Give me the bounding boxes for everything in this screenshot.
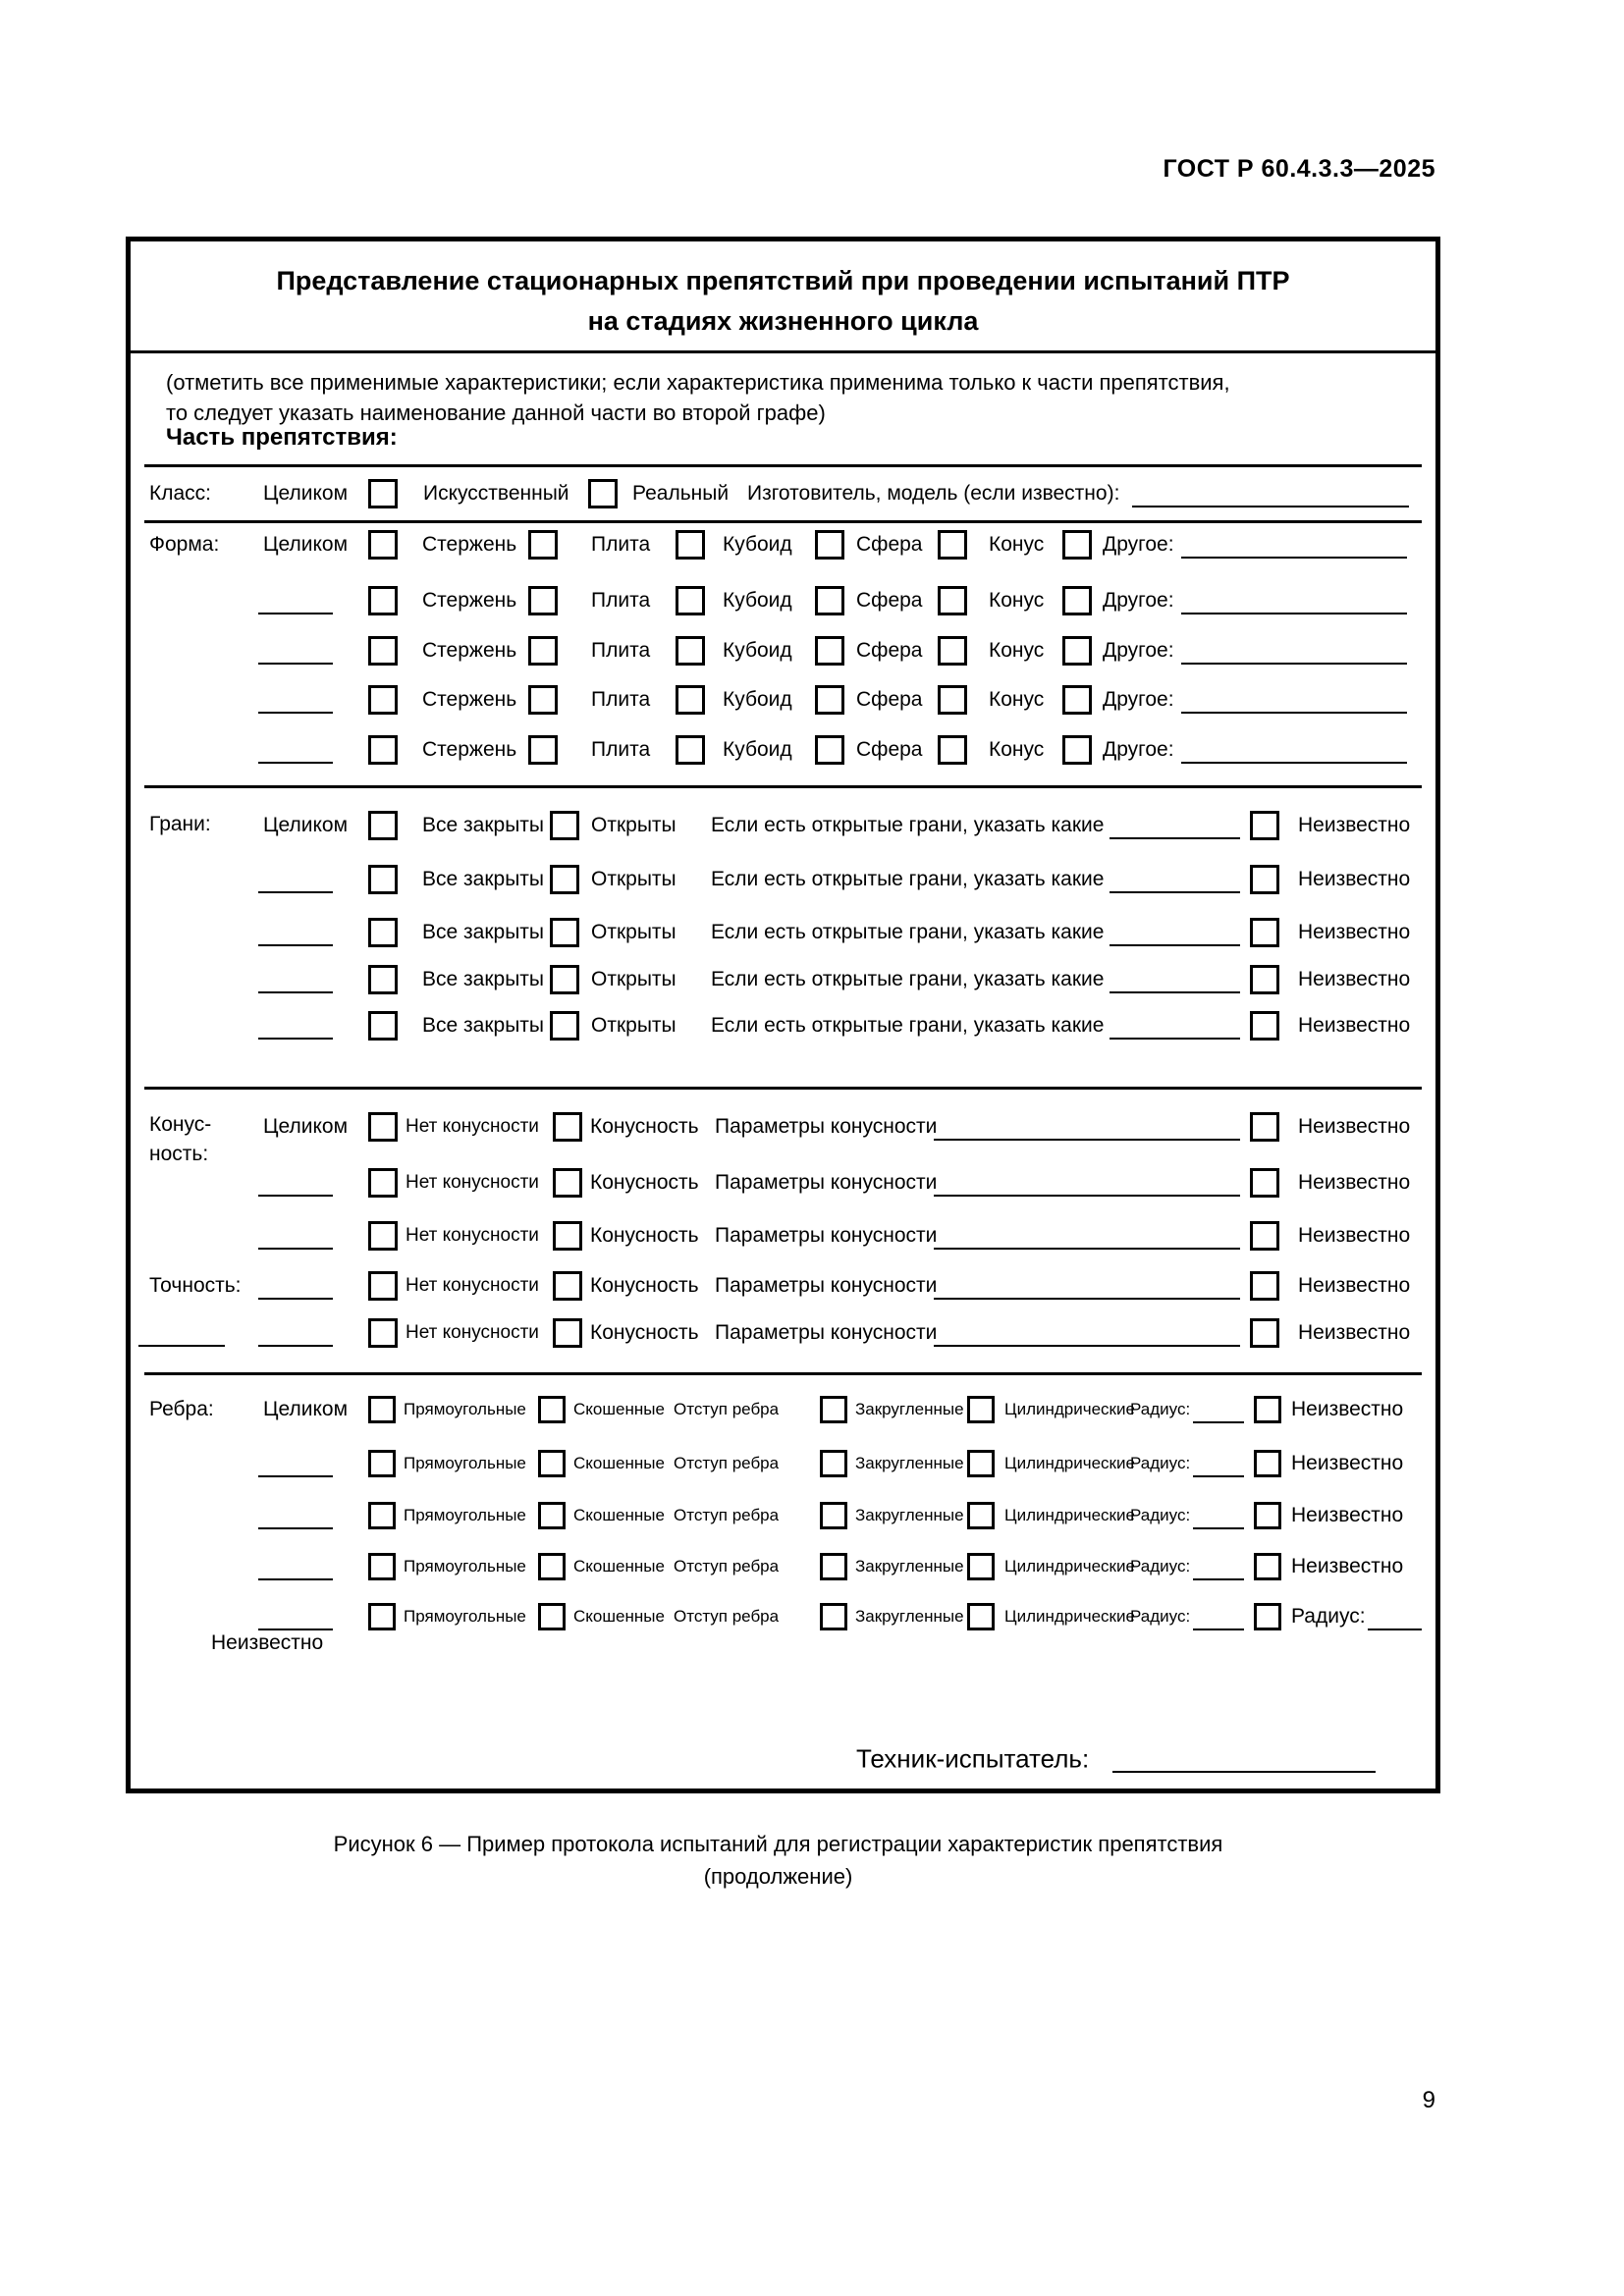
technician-row <box>131 1741 1435 1777</box>
label-unknown: Неизвестно <box>1298 1274 1411 1297</box>
part-name-field[interactable] <box>258 587 333 614</box>
checkbox-plate[interactable] <box>528 530 558 560</box>
label-cylindrical: Цилиндрические <box>1004 1506 1135 1524</box>
checkbox-rectangular[interactable] <box>368 1450 396 1477</box>
checkbox-rod[interactable] <box>368 530 398 560</box>
forma-row <box>131 733 1435 767</box>
checkbox-cone[interactable] <box>938 586 967 615</box>
part-name-field[interactable] <box>258 736 333 764</box>
part-name: Целиком <box>263 533 349 556</box>
label-other: Другое: <box>1103 533 1174 556</box>
label-plate: Плита <box>591 533 651 556</box>
label-beveled: Скошенные <box>573 1400 665 1418</box>
open-faces-field[interactable] <box>1110 812 1240 839</box>
label-radius-last: Радиус: <box>1291 1605 1366 1628</box>
checkbox-plate[interactable] <box>528 586 558 615</box>
grani-row <box>131 916 1435 949</box>
form-note <box>166 367 1230 428</box>
figure-caption <box>126 1828 1431 1893</box>
checkbox-unknown[interactable] <box>1250 865 1279 894</box>
radius-field[interactable] <box>1193 1502 1244 1529</box>
checkbox-open[interactable] <box>550 1011 579 1041</box>
label-wholly: Целиком <box>263 482 349 505</box>
label-taper-params: Параметры конусности <box>715 1115 938 1138</box>
checkbox-rectangular[interactable] <box>368 1553 396 1580</box>
label-cuboid: Кубоид <box>723 589 792 612</box>
checkbox-cylindrical[interactable] <box>967 1553 995 1580</box>
label-beveled: Скошенные <box>573 1557 665 1575</box>
label-beveled: Скошенные <box>573 1454 665 1472</box>
checkbox-rod[interactable] <box>368 636 398 666</box>
label-radius: Радиус: <box>1130 1400 1191 1418</box>
konusnost-row <box>131 1110 1435 1144</box>
other-field[interactable] <box>1181 637 1407 665</box>
label-open-faces-note: Если есть открытые грани, указать какие <box>711 868 1105 890</box>
checkbox-cone[interactable] <box>938 735 967 765</box>
checkbox-cylindrical[interactable] <box>967 1450 995 1477</box>
label-taper: Конусность <box>590 1115 699 1138</box>
checkbox-unknown[interactable] <box>1250 1112 1279 1142</box>
label-cone: Конус <box>989 589 1045 612</box>
checkbox-no-taper[interactable] <box>368 1318 398 1348</box>
checkbox-rounded[interactable] <box>820 1502 847 1529</box>
checkbox-artificial[interactable] <box>368 479 398 508</box>
checkbox-sphere[interactable] <box>815 636 844 666</box>
label-no-taper: Нет конусности <box>406 1225 539 1246</box>
part-name-field[interactable] <box>258 1169 333 1197</box>
label-rod: Стержень <box>422 639 517 662</box>
label-tochnost: Точность: <box>149 1274 242 1297</box>
form-note-line1: (отметить все применимые характеристики; если характеристика применима только к части препятствия, <box>166 370 1230 395</box>
label-cylindrical: Цилиндрические <box>1004 1454 1135 1472</box>
checkbox-all-closed[interactable] <box>368 1011 398 1041</box>
checkbox-cuboid[interactable] <box>676 586 705 615</box>
part-name: Целиком <box>263 1115 349 1138</box>
checkbox-no-taper[interactable] <box>368 1168 398 1198</box>
checkbox-other[interactable] <box>1062 636 1092 666</box>
rebra-row <box>131 1550 1435 1583</box>
open-faces-field[interactable] <box>1110 966 1240 993</box>
label-unknown: Неизвестно <box>1291 1398 1404 1420</box>
label-radius: Радиус: <box>1130 1607 1191 1626</box>
divider <box>144 520 1422 523</box>
label-edge-offset: Отступ ребра <box>674 1557 780 1575</box>
label-grani-section: Грани: <box>149 813 211 835</box>
open-faces-field[interactable] <box>1110 866 1240 893</box>
rebra-row <box>131 1393 1435 1426</box>
form-title-line2: на стадиях жизненного цикла <box>587 306 979 336</box>
label-radius: Радиус: <box>1130 1506 1191 1524</box>
checkbox-beveled[interactable] <box>538 1450 566 1477</box>
checkbox-cone[interactable] <box>938 685 967 715</box>
label-no-taper: Нет конусности <box>406 1116 539 1137</box>
technician-field[interactable] <box>1112 1745 1376 1773</box>
label-beveled: Скошенные <box>573 1506 665 1524</box>
checkbox-cylindrical[interactable] <box>967 1603 995 1630</box>
label-edge-offset: Отступ ребра <box>674 1454 780 1472</box>
label-unknown: Неизвестно <box>1298 1224 1411 1247</box>
label-cone: Конус <box>989 688 1045 711</box>
label-open: Открыты <box>591 1014 677 1037</box>
label-sphere: Сфера <box>856 688 923 711</box>
part-name-field[interactable] <box>258 637 333 665</box>
checkbox-cone[interactable] <box>938 530 967 560</box>
title-divider <box>131 350 1435 353</box>
taper-params-field[interactable] <box>934 1222 1240 1250</box>
label-rounded: Закругленные <box>855 1454 964 1472</box>
checkbox-cuboid[interactable] <box>676 530 705 560</box>
checkbox-sphere[interactable] <box>815 735 844 765</box>
label-cuboid: Кубоид <box>723 688 792 711</box>
taper-params-field[interactable] <box>934 1113 1240 1141</box>
checkbox-plate[interactable] <box>528 735 558 765</box>
label-unknown: Неизвестно <box>1291 1452 1404 1474</box>
label-no-taper: Нет конусности <box>406 1322 539 1343</box>
grani-row <box>131 809 1435 842</box>
label-all-closed: Все закрыты <box>422 921 545 943</box>
label-plate: Плита <box>591 639 651 662</box>
label-cuboid: Кубоид <box>723 533 792 556</box>
checkbox-sphere[interactable] <box>815 530 844 560</box>
checkbox-rod[interactable] <box>368 735 398 765</box>
checkbox-rounded[interactable] <box>820 1553 847 1580</box>
checkbox-other[interactable] <box>1062 586 1092 615</box>
checkbox-unknown[interactable] <box>1250 811 1279 840</box>
radius-field[interactable] <box>1193 1553 1244 1580</box>
label-taper: Конусность <box>590 1171 699 1194</box>
taper-params-field[interactable] <box>934 1169 1240 1197</box>
label-radius: Радиус: <box>1130 1557 1191 1575</box>
form-title <box>131 261 1435 342</box>
checkbox-open[interactable] <box>550 965 579 994</box>
other-field[interactable] <box>1181 531 1407 559</box>
label-other: Другое: <box>1103 639 1174 662</box>
checkbox-cylindrical[interactable] <box>967 1396 995 1423</box>
label-edge-offset: Отступ ребра <box>674 1607 780 1626</box>
part-name: Целиком <box>263 814 349 836</box>
checkbox-rectangular[interactable] <box>368 1502 396 1529</box>
divider <box>144 464 1422 467</box>
label-unknown: Неизвестно <box>1298 968 1411 990</box>
checkbox-unknown[interactable] <box>1254 1502 1281 1529</box>
checkbox-rod[interactable] <box>368 586 398 615</box>
checkbox-all-closed[interactable] <box>368 918 398 947</box>
konusnost-row <box>131 1166 1435 1200</box>
label-unknown: Неизвестно <box>1298 1115 1411 1138</box>
label-unknown: Неизвестно <box>1298 814 1411 836</box>
label-artificial: Искусственный <box>423 482 569 505</box>
part-name-field[interactable] <box>258 1603 333 1630</box>
label-rounded: Закругленные <box>855 1400 964 1418</box>
divider <box>144 1087 1422 1090</box>
label-unknown: Неизвестно <box>1298 868 1411 890</box>
checkbox-sphere[interactable] <box>815 586 844 615</box>
label-radius: Радиус: <box>1130 1454 1191 1472</box>
open-faces-field[interactable] <box>1110 919 1240 946</box>
other-field[interactable] <box>1181 686 1407 714</box>
radius-last-field[interactable] <box>1368 1603 1422 1630</box>
label-open: Открыты <box>591 868 677 890</box>
label-sphere: Сфера <box>856 639 923 662</box>
checkbox-no-taper[interactable] <box>368 1112 398 1142</box>
form-title-line1: Представление стационарных препятствий при проведении испытаний ПТР <box>276 266 1290 295</box>
label-rod: Стержень <box>422 589 517 612</box>
label-taper: Конусность <box>590 1274 699 1297</box>
checkbox-unknown[interactable] <box>1250 1011 1279 1041</box>
part-name-field[interactable] <box>258 1319 333 1347</box>
checkbox-unknown[interactable] <box>1254 1553 1281 1580</box>
label-rectangular: Прямоугольные <box>404 1607 526 1626</box>
label-unknown: Неизвестно <box>1298 1014 1411 1037</box>
label-other: Другое: <box>1103 738 1174 761</box>
checkbox-other[interactable] <box>1062 735 1092 765</box>
checkbox-taper[interactable] <box>553 1221 582 1251</box>
protocol-form-box <box>126 237 1440 1793</box>
checkbox-other[interactable] <box>1062 685 1092 715</box>
part-name-field[interactable] <box>258 1502 333 1529</box>
part-name-field[interactable] <box>258 686 333 714</box>
label-rectangular: Прямоугольные <box>404 1557 526 1575</box>
label-sphere: Сфера <box>856 589 923 612</box>
part-name-field[interactable] <box>258 866 333 893</box>
label-rectangular: Прямоугольные <box>404 1506 526 1524</box>
checkbox-all-closed[interactable] <box>368 811 398 840</box>
label-edge-offset: Отступ ребра <box>674 1400 780 1418</box>
label-plate: Плита <box>591 738 651 761</box>
checkbox-taper[interactable] <box>553 1318 582 1348</box>
label-unknown: Неизвестно <box>1298 921 1411 943</box>
label-all-closed: Все закрыты <box>422 968 545 990</box>
checkbox-taper[interactable] <box>553 1168 582 1198</box>
part-name-field[interactable] <box>258 966 333 993</box>
label-open: Открыты <box>591 921 677 943</box>
other-field[interactable] <box>1181 587 1407 614</box>
taper-params-field[interactable] <box>934 1272 1240 1300</box>
grani-row <box>131 1009 1435 1042</box>
part-name-field[interactable] <box>258 1553 333 1580</box>
part-heading: Часть препятствия: <box>166 424 398 451</box>
form-note-line2: то следует указать наименование данной части во второй графе) <box>166 400 826 425</box>
checkbox-open[interactable] <box>550 811 579 840</box>
checkbox-no-taper[interactable] <box>368 1271 398 1301</box>
open-faces-field[interactable] <box>1110 1012 1240 1040</box>
label-unknown: Неизвестно <box>1291 1555 1404 1577</box>
label-cuboid: Кубоид <box>723 639 792 662</box>
konusnost-row <box>131 1219 1435 1253</box>
checkbox-real[interactable] <box>588 479 618 508</box>
checkbox-rod[interactable] <box>368 685 398 715</box>
label-konusnost-line1: Конус- <box>149 1113 212 1136</box>
label-other: Другое: <box>1103 688 1174 711</box>
label-rectangular: Прямоугольные <box>404 1400 526 1418</box>
checkbox-beveled[interactable] <box>538 1603 566 1630</box>
rebra-row <box>131 1447 1435 1480</box>
label-rod: Стержень <box>422 738 517 761</box>
label-cone: Конус <box>989 533 1045 556</box>
checkbox-plate[interactable] <box>528 685 558 715</box>
part-name-field[interactable] <box>258 1012 333 1040</box>
forma-row <box>131 634 1435 667</box>
radius-field[interactable] <box>1193 1396 1244 1423</box>
label-rod: Стержень <box>422 688 517 711</box>
label-sphere: Сфера <box>856 738 923 761</box>
document-code: ГОСТ Р 60.4.3.3—2025 <box>1163 155 1435 183</box>
label-open-faces-note: Если есть открытые грани, указать какие <box>711 814 1105 836</box>
label-unknown: Неизвестно <box>1298 1171 1411 1194</box>
label-edge-offset: Отступ ребра <box>674 1506 780 1524</box>
checkbox-other[interactable] <box>1062 530 1092 560</box>
label-open-faces-note: Если есть открытые грани, указать какие <box>711 1014 1105 1037</box>
label-unknown: Неизвестно <box>1298 1321 1411 1344</box>
label-rounded: Закругленные <box>855 1506 964 1524</box>
label-taper: Конусность <box>590 1321 699 1344</box>
checkbox-unknown[interactable] <box>1250 1221 1279 1251</box>
label-cylindrical: Цилиндрические <box>1004 1557 1135 1575</box>
grani-row <box>131 863 1435 896</box>
label-sphere: Сфера <box>856 533 923 556</box>
label-cylindrical: Цилиндрические <box>1004 1607 1135 1626</box>
label-cuboid: Кубоид <box>723 738 792 761</box>
divider <box>144 1372 1422 1375</box>
checkbox-all-closed[interactable] <box>368 865 398 894</box>
label-all-closed: Все закрыты <box>422 868 545 890</box>
caption-line1: Рисунок 6 — Пример протокола испытаний для регистрации характеристик препятствия <box>333 1832 1223 1856</box>
forma-row <box>131 528 1435 561</box>
checkbox-taper[interactable] <box>553 1112 582 1142</box>
checkbox-all-closed[interactable] <box>368 965 398 994</box>
label-unknown-below: Неизвестно <box>211 1631 324 1654</box>
checkbox-unknown[interactable] <box>1250 965 1279 994</box>
label-open-faces-note: Если есть открытые грани, указать какие <box>711 921 1105 943</box>
part-name-field[interactable] <box>258 919 333 946</box>
label-open-faces-note: Если есть открытые грани, указать какие <box>711 968 1105 990</box>
forma-row <box>131 683 1435 717</box>
checkbox-unknown[interactable] <box>1250 1318 1279 1348</box>
label-technician: Техник-испытатель: <box>856 1743 1090 1774</box>
label-other: Другое: <box>1103 589 1174 612</box>
label-taper-params: Параметры конусности <box>715 1224 938 1247</box>
label-open: Открыты <box>591 968 677 990</box>
label-rounded: Закругленные <box>855 1557 964 1575</box>
rebra-row <box>131 1600 1435 1633</box>
label-rectangular: Прямоугольные <box>404 1454 526 1472</box>
konusnost-row <box>131 1316 1435 1350</box>
grani-row <box>131 963 1435 996</box>
label-plate: Плита <box>591 589 651 612</box>
checkbox-unknown[interactable] <box>1250 918 1279 947</box>
left-extra-field[interactable] <box>138 1319 225 1347</box>
checkbox-beveled[interactable] <box>538 1502 566 1529</box>
checkbox-beveled[interactable] <box>538 1396 566 1423</box>
label-rod: Стержень <box>422 533 517 556</box>
part-name-field[interactable] <box>258 1272 333 1300</box>
checkbox-taper[interactable] <box>553 1271 582 1301</box>
caption-line2: (продолжение) <box>703 1864 853 1889</box>
label-taper-params: Параметры конусности <box>715 1171 938 1194</box>
label-taper-params: Параметры конусности <box>715 1321 938 1344</box>
label-konusnost-line2: ность: <box>149 1143 209 1165</box>
label-unknown: Неизвестно <box>1291 1504 1404 1526</box>
checkbox-rounded[interactable] <box>820 1450 847 1477</box>
checkbox-open[interactable] <box>550 918 579 947</box>
taper-params-field[interactable] <box>934 1319 1240 1347</box>
label-open: Открыты <box>591 814 677 836</box>
checkbox-cuboid[interactable] <box>676 636 705 666</box>
part-name: Целиком <box>263 1398 349 1420</box>
page-number: 9 <box>1422 2087 1435 2113</box>
checkbox-unknown[interactable] <box>1254 1450 1281 1477</box>
checkbox-rounded[interactable] <box>820 1603 847 1630</box>
part-name-field[interactable] <box>258 1222 333 1250</box>
checkbox-rounded[interactable] <box>820 1396 847 1423</box>
konusnost-row <box>131 1269 1435 1303</box>
checkbox-unknown[interactable] <box>1254 1396 1281 1423</box>
manufacturer-field[interactable] <box>1132 480 1409 507</box>
divider <box>144 785 1422 788</box>
checkbox-open[interactable] <box>550 865 579 894</box>
label-cone: Конус <box>989 639 1045 662</box>
label-no-taper: Нет конусности <box>406 1172 539 1193</box>
label-klass: Класс: <box>149 482 211 505</box>
label-real: Реальный <box>632 482 730 505</box>
part-name-field[interactable] <box>258 1450 333 1477</box>
rebra-row <box>131 1499 1435 1532</box>
label-manufacturer: Изготовитель, модель (если известно): <box>747 482 1120 505</box>
checkbox-cylindrical[interactable] <box>967 1502 995 1529</box>
label-beveled: Скошенные <box>573 1607 665 1626</box>
other-field[interactable] <box>1181 736 1407 764</box>
label-cone: Конус <box>989 738 1045 761</box>
label-rebra-section: Ребра: <box>149 1398 214 1420</box>
radius-field[interactable] <box>1193 1603 1244 1630</box>
label-forma-section: Форма: <box>149 533 220 556</box>
checkbox-unknown[interactable] <box>1250 1168 1279 1198</box>
label-all-closed: Все закрыты <box>422 814 545 836</box>
checkbox-cuboid[interactable] <box>676 685 705 715</box>
checkbox-plate[interactable] <box>528 636 558 666</box>
label-all-closed: Все закрыты <box>422 1014 545 1037</box>
label-plate: Плита <box>591 688 651 711</box>
checkbox-sphere[interactable] <box>815 685 844 715</box>
checkbox-no-taper[interactable] <box>368 1221 398 1251</box>
forma-row <box>131 584 1435 617</box>
checkbox-unknown[interactable] <box>1250 1271 1279 1301</box>
checkbox-rectangular[interactable] <box>368 1603 396 1630</box>
checkbox-beveled[interactable] <box>538 1553 566 1580</box>
label-no-taper: Нет конусности <box>406 1275 539 1296</box>
checkbox-rectangular[interactable] <box>368 1396 396 1423</box>
checkbox-unknown[interactable] <box>1254 1603 1281 1630</box>
checkbox-cuboid[interactable] <box>676 735 705 765</box>
label-cylindrical: Цилиндрические <box>1004 1400 1135 1418</box>
label-taper-params: Параметры конусности <box>715 1274 938 1297</box>
label-rounded: Закругленные <box>855 1607 964 1626</box>
radius-field[interactable] <box>1193 1450 1244 1477</box>
label-taper: Конусность <box>590 1224 699 1247</box>
checkbox-cone[interactable] <box>938 636 967 666</box>
klass-row <box>131 477 1435 510</box>
